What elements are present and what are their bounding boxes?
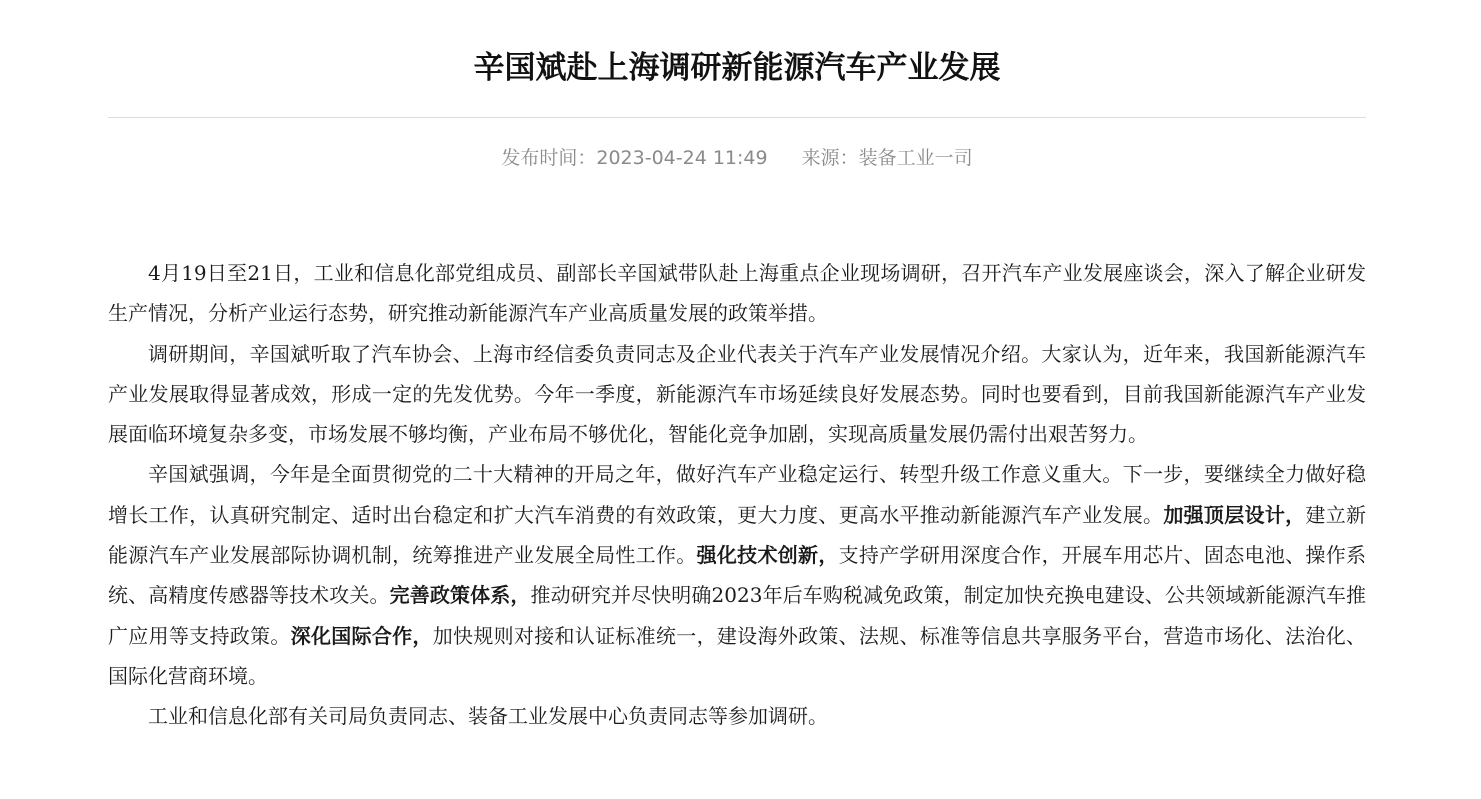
article-body xyxy=(108,253,1366,737)
paragraph-3-text-3: 推动研究并尽快明确2023年后车购税减免政策，制定加快充换电建设、公共领域新能源汽车推广应用等支持政策。 xyxy=(108,583,1366,648)
emphasis-policy-system: 完善政策体系， xyxy=(389,583,531,608)
article-paragraph-2: 调研期间，辛国斌听取了汽车协会、上海市经信委负责同志及企业代表关于汽车产业发展情况介绍。大家认为，近年来，我国新能源汽车产业发展取得显著成效，形成一定的先发优势。今年一季度，新能源汽车市场延续良好发展态势。同时也要看到，目前我国新能源汽车产业发展面临环境复杂多变，市场发展不够均衡，产业布局不够优化，智能化竞争加剧，实现高质量发展仍需付出艰苦努力。 xyxy=(108,341,1366,447)
source-label: 来源： xyxy=(801,147,859,169)
article-paragraph-4: 工业和信息化部有关司局负责同志、装备工业发展中心负责同志等参加调研。 xyxy=(148,704,828,729)
article-paragraph-3 xyxy=(108,454,1366,696)
paragraph-3-text-1: 建立新能源汽车产业发展部际协调机制，统筹推进产业发展全局性工作。 xyxy=(108,502,1367,568)
article-paragraph-1: 4月19日至21日，工业和信息化部党组成员、副部长辛国斌带队赴上海重点企业现场调研，召开汽车产业发展座谈会，深入了解企业研发生产情况，分析产业运行态势，研究推动新能源汽车产业高质量发展的政策举措。 xyxy=(108,261,1366,326)
paragraph-3-intro: 辛国斌强调，今年是全面贯彻党的二十大精神的开局之年，做好汽车产业稳定运行、转型升级工作意义重大。下一步，要继续全力做好稳增长工作，认真研究制定、适时出台稳定和扩大汽车消费的有效政策，更大力度、更高水平推动新能源汽车产业发展。 xyxy=(108,462,1366,527)
emphasis-tech-innovation: 强化技术创新， xyxy=(696,543,839,568)
publish-time: 2023-04-24 11:49 xyxy=(596,147,768,169)
publish-time-label: 发布时间： xyxy=(501,147,597,169)
paragraph-3-text-2: 支持产学研用深度合作，开展车用芯片、固态电池、操作系统、高精度传感器等技术攻关。 xyxy=(108,543,1367,608)
article-meta xyxy=(108,145,1366,171)
article-title: 辛国斌赴上海调研新能源汽车产业发展 xyxy=(473,50,1001,86)
paragraph-3-text-4: 加快规则对接和认证标准统一，建设海外政策、法规、标准等信息共享服务平台，营造市场化、法治化、国际化营商环境。 xyxy=(108,623,1367,688)
article-container xyxy=(108,0,1366,737)
emphasis-intl-cooperation: 深化国际合作， xyxy=(290,623,433,648)
title-divider xyxy=(108,117,1366,118)
emphasis-top-level-design: 加强顶层设计， xyxy=(1163,502,1306,527)
article-source: 装备工业一司 xyxy=(858,147,973,169)
